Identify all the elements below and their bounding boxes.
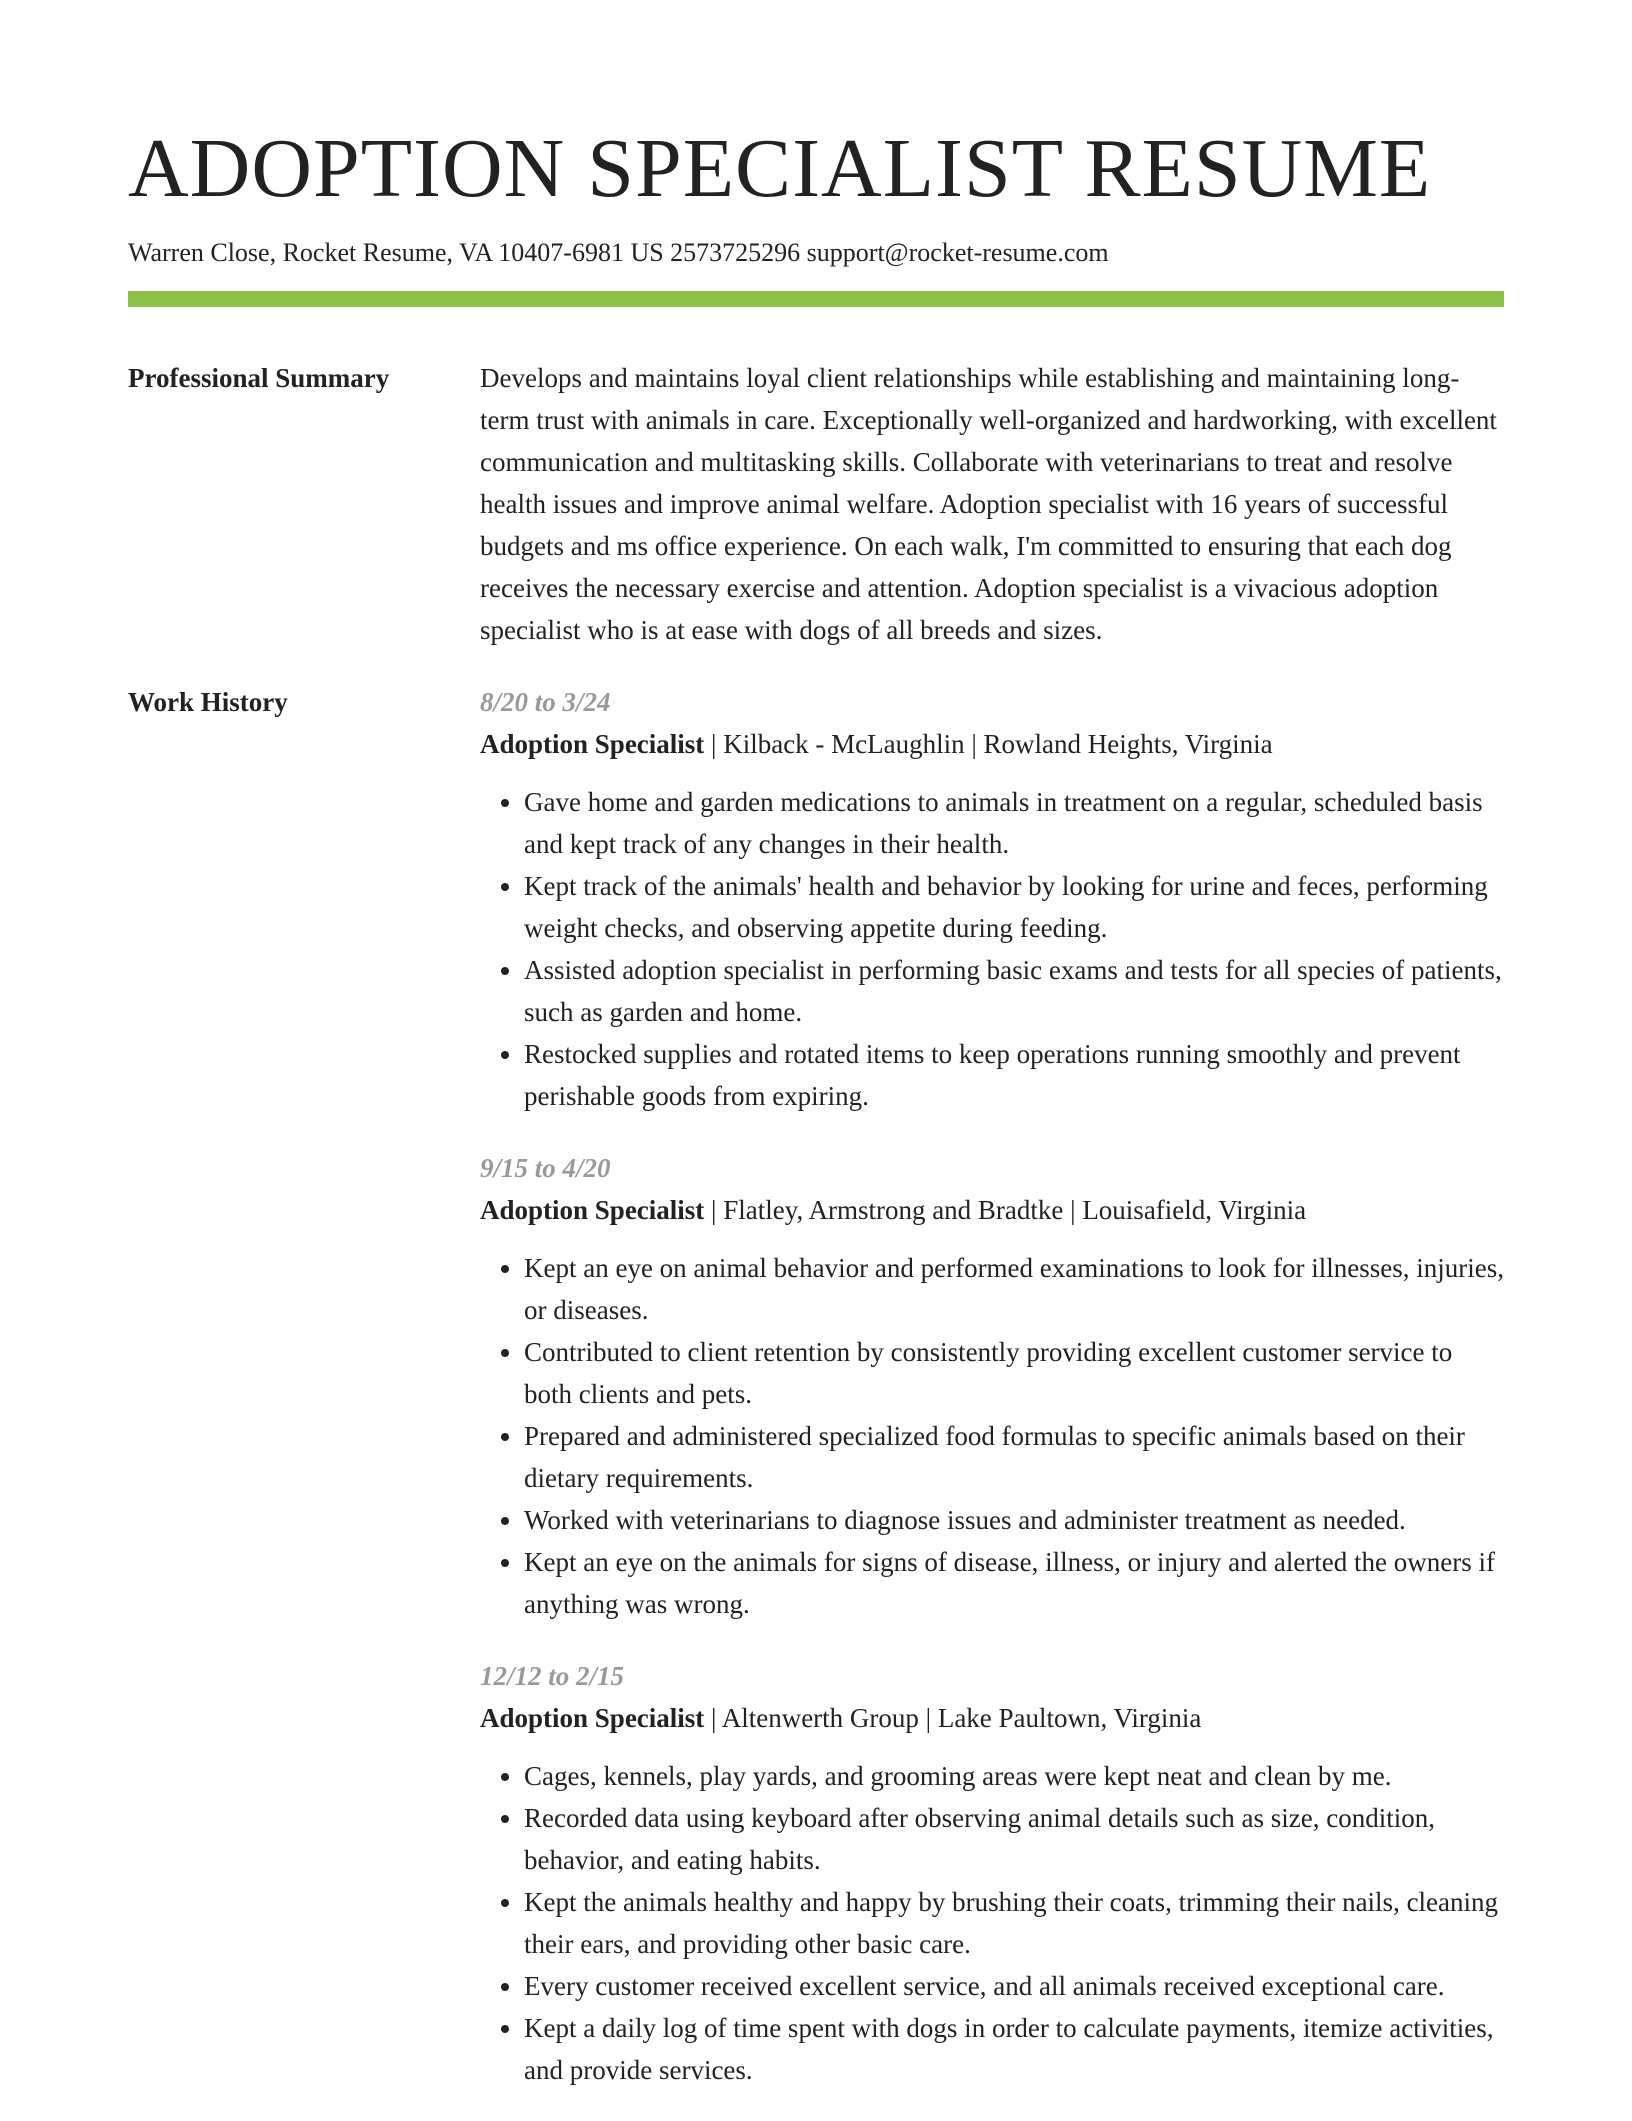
job-duty: • Kept an eye on animal behavior and performed examinations to look for illnesses, injuries, or diseases. [524, 1247, 1504, 1331]
resume-page [128, 0, 1504, 2121]
job-heading [480, 1697, 1504, 1739]
job-duties-list [480, 781, 1504, 1117]
job-duties-list [480, 1247, 1504, 1625]
job-heading [480, 1189, 1504, 1231]
header-divider [128, 291, 1504, 307]
job-separator: | [918, 1703, 938, 1733]
job-duty: • Contributed to client retention by consistently providing excellent customer service to both clients and pets. [524, 1331, 1504, 1415]
job-entry [480, 1147, 1504, 1625]
job-duty: • Gave home and garden medications to animals in treatment on a regular, scheduled basis and kept track of any changes in their health. [524, 781, 1504, 865]
job-duty: • Kept an eye on the animals for signs of disease, illness, or injury and alerted the owners if anything was wrong. [524, 1541, 1504, 1625]
job-title: Adoption Specialist [480, 1703, 705, 1733]
job-separator: | [704, 1195, 724, 1225]
job-location: Rowland Heights, Virginia [983, 729, 1273, 759]
summary-body [480, 357, 1504, 651]
summary-text: Develops and maintains loyal client relationships while establishing and maintaining long-term trust with animals in care. Exceptionally well-organized and hardworking, with excellent communication and multitasking skills. Collaborate with veterinarians to treat and resolve health issues and improve animal welfare. Adoption specialist with 16 years of successful budgets and ms office experience. On each walk, I'm committed to ensuring that each dog receives the necessary exercise and attention. Adoption specialist is a vivacious adoption specialist who is at ease with dogs of all breeds and sizes. [480, 363, 1497, 645]
job-company: Kilback - McLaughlin [723, 729, 965, 759]
job-duty: • Kept a daily log of time spent with dogs in order to calculate payments, itemize activities, and provide services. [524, 2007, 1504, 2091]
job-company: Flatley, Armstrong and Bradtke [723, 1195, 1064, 1225]
job-title: Adoption Specialist [480, 729, 705, 759]
section-label-summary: Professional Summary [128, 363, 390, 393]
job-duty: • Worked with veterinarians to diagnose issues and administer treatment as needed. [524, 1499, 1504, 1541]
work-history-section [128, 681, 1504, 2121]
job-duties-list [480, 1755, 1504, 2091]
contact-info: Warren Close, Rocket Resume, VA 10407-6981 US 2573725296 support@rocket-resume.com [128, 238, 1109, 267]
job-separator: | [704, 1703, 722, 1733]
job-separator: | [964, 729, 984, 759]
job-dates: 12/12 to 2/15 [480, 1661, 625, 1691]
job-separator: | [704, 729, 724, 759]
job-entry [480, 681, 1504, 1117]
section-label-work-history: Work History [128, 687, 288, 717]
job-duty: • Cages, kennels, play yards, and grooming areas were kept neat and clean by me. [524, 1755, 1504, 1797]
job-duty: • Every customer received excellent service, and all animals received exceptional care. [524, 1965, 1504, 2007]
job-location: Lake Paultown, Virginia [937, 1703, 1202, 1733]
job-location: Louisafield, Virginia [1082, 1195, 1307, 1225]
job-heading [480, 723, 1504, 765]
job-dates: 9/15 to 4/20 [480, 1153, 611, 1183]
job-duty: • Assisted adoption specialist in performing basic exams and tests for all species of patients, such as garden and home. [524, 949, 1504, 1033]
job-dates: 8/20 to 3/24 [480, 687, 611, 717]
job-company: Altenwerth Group [721, 1703, 919, 1733]
work-history-body [480, 681, 1504, 2121]
job-entry [480, 1655, 1504, 2091]
job-title: Adoption Specialist [480, 1195, 705, 1225]
job-separator: | [1063, 1195, 1083, 1225]
page-title: ADOPTION SPECIALIST RESUME [128, 122, 1432, 215]
job-duty: • Recorded data using keyboard after observing animal details such as size, condition, behavior, and eating habits. [524, 1797, 1504, 1881]
job-duty: • Restocked supplies and rotated items to keep operations running smoothly and prevent perishable goods from expiring. [524, 1033, 1504, 1117]
job-duty: • Prepared and administered specialized food formulas to specific animals based on their dietary requirements. [524, 1415, 1504, 1499]
job-duty: • Kept track of the animals' health and behavior by looking for urine and feces, performing weight checks, and observing appetite during feeding. [524, 865, 1504, 949]
job-duty: • Kept the animals healthy and happy by brushing their coats, trimming their nails, cleaning their ears, and providing other basic care. [524, 1881, 1504, 1965]
professional-summary-section [128, 357, 1504, 651]
